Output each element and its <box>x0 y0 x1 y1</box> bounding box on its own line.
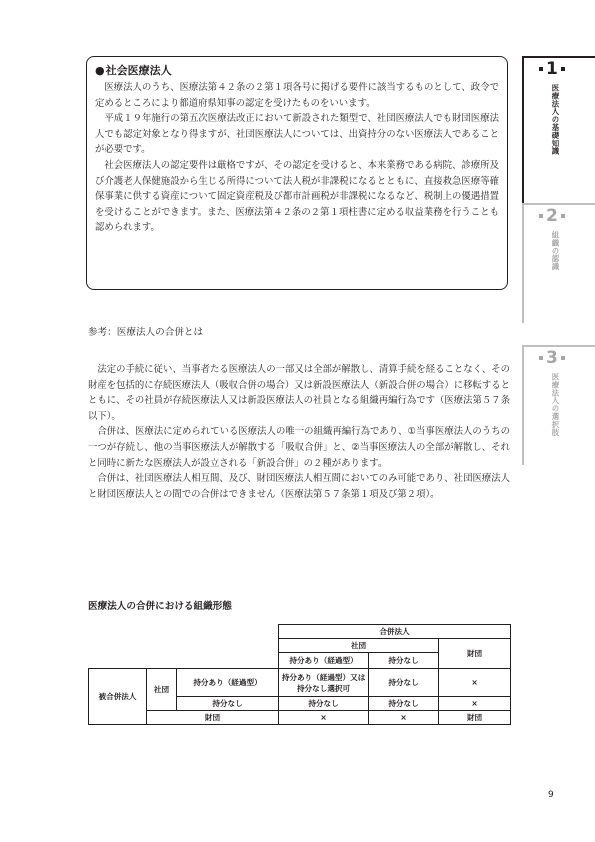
row-label: 財団 <box>147 711 279 725</box>
chapter-tab-label: 医療法人の基礎知識 <box>551 84 560 156</box>
chapter-tab-label: 医療法人の選択肢 <box>551 373 560 437</box>
header-zaidan: 財団 <box>439 639 511 669</box>
box-paragraph: 平成１９年施行の第五次医療法改正において新設された類型で、社団医療法人でも財団医療法人でも認定対象となり得ますが、社団医療法人については、出資持分のない医療法人であることが必要です。 <box>95 113 499 156</box>
row-label: 持分なし <box>177 697 279 711</box>
row-label: 持分あり（経過型） <box>177 669 279 697</box>
table-cell: 持分なし <box>369 669 439 697</box>
chapter-tab-label: 組織の認識 <box>551 231 560 271</box>
square-icon <box>561 214 565 218</box>
chapter-tab-2[interactable]: 2 組織の認識 <box>522 203 595 323</box>
social-medical-corporation-box <box>86 56 508 290</box>
chapter-tab-1[interactable]: 1 医療法人の基礎知識 <box>522 56 595 206</box>
header-mochibun-ari: 持分あり（経過型） <box>279 653 369 669</box>
box-title: ●社会医療法人 <box>95 64 172 77</box>
reference-body <box>88 362 510 502</box>
table-cell: 財団 <box>439 711 511 725</box>
bullet-icon: ● <box>95 64 105 77</box>
reference-title: 参考：医療法人の合併とは <box>88 327 204 338</box>
header-shadan: 社団 <box>279 639 439 653</box>
square-icon <box>561 356 565 360</box>
header-merged-corporation: 被合併法人 <box>89 669 147 725</box>
reference-paragraph: 合併は、社団医療法人相互間、及び、財団医療法人相互間においてのみ可能であり、社団医療法人と財団医療法人との間での合併はできません（医療法第５７条第１項及び第２項）。 <box>88 473 510 500</box>
merger-table <box>88 624 511 725</box>
square-icon <box>561 67 565 71</box>
reference-paragraph: 法定の手続に従い、当事者たる医療法人の一部又は全部が解散し、清算手続を経ることなく、その財産を包括的に存続医療法人（吸収合併の場合）又は新設医療法人（新設合併の場合）に移転するとともに、その社員が存続医療法人又は新設医療法人の社員となる組織再編行為です（医療法第５７条以下）。 <box>88 364 510 422</box>
table-cell: 持分なし <box>279 697 369 711</box>
header-mochibun-nashi: 持分なし <box>369 653 439 669</box>
chapter-tab-3[interactable]: 3 医療法人の選択肢 <box>522 345 595 465</box>
table-cell: 持分なし <box>369 697 439 711</box>
table-title: 医療法人の合併における組織形態 <box>88 601 232 612</box>
table-cell: × <box>439 669 511 697</box>
square-icon <box>539 214 543 218</box>
box-paragraph: 医療法人のうち、医療法第４２条の２第１項各号に掲げる要件に該当するものとして、政令で定めるところにより都道府県知事の認定を受けたものをいいます。 <box>95 82 499 109</box>
reference-paragraph: 合併は、医療法に定められている医療法人の唯一の組織再編行為であり、①当事医療法人のうちの一つが存続し、他の当事医療法人が解散する「吸収合併」と、②当事医療法人の全部が解散し、それと同時に新たな医療法人が設立される「新設合併」の２種があります。 <box>88 426 510 469</box>
header-merging-corporation: 合併法人 <box>279 625 511 639</box>
square-icon <box>539 356 543 360</box>
box-paragraph: 社会医療法人の認定要件は厳格ですが、その認定を受けると、本来業務である病院、診療所及び介護老人保健施設から生じる所得について法人税が非課税になるとともに、直接救急医療等確保事業に供する資産について固定資産税及び都市計画税が非課税になるなど、税制上の優遇措置を受けることができます。また、医療法第４２条の２第１項柱書に定める収益業務を行うことも認められます。 <box>95 159 499 234</box>
row-header-shadan: 社団 <box>147 669 177 711</box>
square-icon <box>539 67 543 71</box>
table-cell: × <box>439 697 511 711</box>
table-cell: × <box>369 711 439 725</box>
table-cell: 持分あり（経過型）又は持分なし選択可 <box>279 669 369 697</box>
table-cell: × <box>279 711 369 725</box>
page-number: 9 <box>548 790 554 800</box>
